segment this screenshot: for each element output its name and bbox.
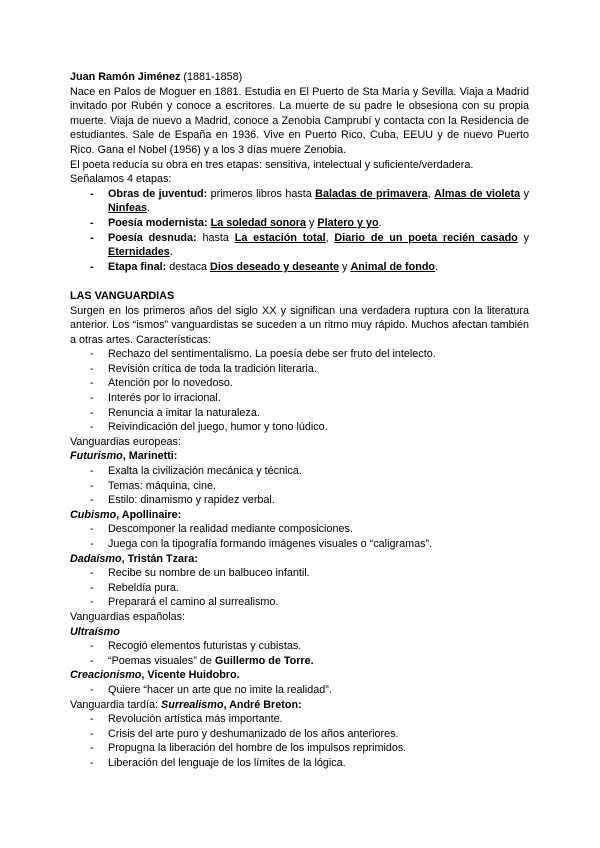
list-item: - Descomponer la realidad mediante composiciones. xyxy=(70,522,529,537)
dadaismo-list xyxy=(70,566,529,610)
separator: y xyxy=(339,260,351,273)
list-item: - Propugna la liberación del hombre de los impulsos reprimidos. xyxy=(70,741,529,756)
work-title: Dios deseado y deseante xyxy=(210,260,340,273)
movement-author: , Tristán Tzara: xyxy=(121,552,198,565)
list-item: - Estilo: dinamismo y rapidez verbal. xyxy=(70,493,529,508)
author-name: Guillermo de Torre. xyxy=(214,654,314,667)
separator: . xyxy=(435,260,439,273)
stage-label: Obras de juventud: xyxy=(108,187,208,200)
work-title: Ninfeas xyxy=(108,202,148,215)
list-item: - Renuncia a imitar la naturaleza. xyxy=(70,406,529,421)
list-item: - Temas: máquina, cine. xyxy=(70,479,529,494)
futurismo-heading xyxy=(70,449,529,464)
stage-label: Poesía desnuda: xyxy=(108,231,197,244)
work-title: Diario de un poeta recién casado xyxy=(334,231,518,244)
stage-label: Poesía modernista: xyxy=(108,216,208,229)
list-item: - Quiere “hacer un arte que no imite la realidad”. xyxy=(70,683,529,698)
separator: y xyxy=(517,231,530,244)
work-title: Almas de violeta xyxy=(434,187,521,200)
list-item: - Preparará el camino al surrealismo. xyxy=(70,595,529,610)
author-name: Juan Ramón Jiménez xyxy=(70,71,181,83)
list-item: - Juega con la tipografía formando imágenes visuales o “caligramas”. xyxy=(70,537,529,552)
list-item: - Revolución artística más importante. xyxy=(70,712,529,727)
separator: , xyxy=(427,187,435,200)
separator: . xyxy=(147,202,151,215)
jrj-heading xyxy=(70,70,529,85)
movement-name: Cubismo xyxy=(70,508,117,521)
list-item: - Recogió elementos futuristas y cubistas. xyxy=(70,639,529,654)
work-title: Baladas de primavera xyxy=(315,187,428,200)
jrj-four-stages: Señalamos 4 etapas: xyxy=(70,173,172,186)
section-title: LAS VANGUARDIAS xyxy=(70,289,175,302)
movement-name: Ultraísmo xyxy=(70,625,120,638)
list-item: - Atención por lo novedoso. xyxy=(70,376,529,391)
separator: y xyxy=(520,187,529,200)
surrealismo-list xyxy=(70,712,529,770)
creacionismo-heading xyxy=(70,668,529,683)
dadaismo-heading xyxy=(70,552,529,567)
work-title: Platero y yo xyxy=(317,216,379,229)
movement-author: , Marinetti: xyxy=(122,450,178,463)
jrj-stages-intro: El poeta reducía su obra en tres etapas: sensitiva, intelectual y suficiente/verdadera. xyxy=(70,158,474,171)
list-item xyxy=(70,654,529,669)
stage-item xyxy=(70,231,529,260)
futurismo-list xyxy=(70,464,529,508)
separator: , xyxy=(325,231,335,244)
movement-author: , Vicente Huidobro. xyxy=(141,669,240,682)
work-title: Animal de fondo xyxy=(350,260,436,273)
list-item: - Reivindicación del juego, humor y tono lúdico. xyxy=(70,420,529,435)
list-item: - Recibe su nombre de un balbuceo infantil. xyxy=(70,566,529,581)
stage-text: primeros libros hasta xyxy=(207,187,316,200)
list-item: - Crisis del arte puro y deshumanizado de los años anteriores. xyxy=(70,727,529,742)
work-title: Eternidades xyxy=(108,246,170,259)
document-page xyxy=(70,70,529,771)
movement-name: Surrealismo xyxy=(161,698,224,711)
movement-author: , Apollinaire: xyxy=(116,508,182,521)
stage-label: Etapa final: xyxy=(108,260,167,273)
stage-item xyxy=(70,187,529,216)
heading-prefix: Vanguardia tardía: xyxy=(70,698,162,711)
stage-text: destaca xyxy=(166,260,211,273)
list-item: - Revisión crítica de toda la tradición literaria. xyxy=(70,362,529,377)
list-item: - Interés por lo irracional. xyxy=(70,391,529,406)
separator: . xyxy=(378,216,382,229)
stage-item xyxy=(70,260,529,275)
spacer xyxy=(70,274,529,289)
work-title: La soledad sonora xyxy=(210,216,307,229)
author-dates: (1881-1858) xyxy=(180,71,243,83)
movement-name: Dadaísmo xyxy=(70,552,122,565)
cubismo-list xyxy=(70,522,529,551)
work-title: La estación total xyxy=(234,231,326,244)
vang-intro: Surgen en los primeros años del siglo XX y significan una verdadera ruptura con la literatura anterior. Los “ismos” vanguardistas se suceden a un ritmo muy rápido. Muchos afectan también a otras artes. Características: xyxy=(70,304,529,346)
cubismo-heading xyxy=(70,508,529,523)
list-item: - Exalta la civilización mecánica y técnica. xyxy=(70,464,529,479)
stage-item xyxy=(70,216,529,231)
surrealismo-heading xyxy=(70,698,529,713)
list-item: - Liberación del lenguaje de los límites de la lógica. xyxy=(70,756,529,771)
item-text: “Poemas visuales” de xyxy=(108,654,215,667)
movement-author: , André Breton: xyxy=(223,698,302,711)
creacionismo-list xyxy=(70,683,529,698)
separator: . xyxy=(169,246,173,259)
separator: y xyxy=(306,216,318,229)
stages-list xyxy=(70,187,529,275)
espanolas-heading: Vanguardias españolas: xyxy=(70,610,186,623)
stage-text: hasta xyxy=(196,231,235,244)
europeas-heading: Vanguardias europeas: xyxy=(70,435,181,448)
list-item: - Rechazo del sentimentalismo. La poesía debe ser fruto del intelecto. xyxy=(70,347,529,362)
ultraismo-list xyxy=(70,639,529,668)
features-list xyxy=(70,347,529,435)
ultraismo-heading xyxy=(70,625,529,640)
movement-name: Futurismo xyxy=(70,450,123,463)
jrj-bio: Nace en Palos de Moguer en 1881. Estudia en El Puerto de Sta María y Sevilla. Viaja a Madrid invitado por Rubén y conoce a escritores. La muerte de su padre le obsesiona con su propia muerte. Viaja de nuevo a Madrid, conoce a Zenobia Camprubí y contacta con la Residencia de estudiantes. Sale de España en 1936. Vive en Puerto Rico, Cuba, EEUU y de nuevo Puerto Rico. Gana el Nobel (1956) y a los 3 días muere Zenobia. xyxy=(70,85,529,156)
movement-name: Creacionismo xyxy=(70,669,142,682)
list-item: - Rebeldía pura. xyxy=(70,581,529,596)
